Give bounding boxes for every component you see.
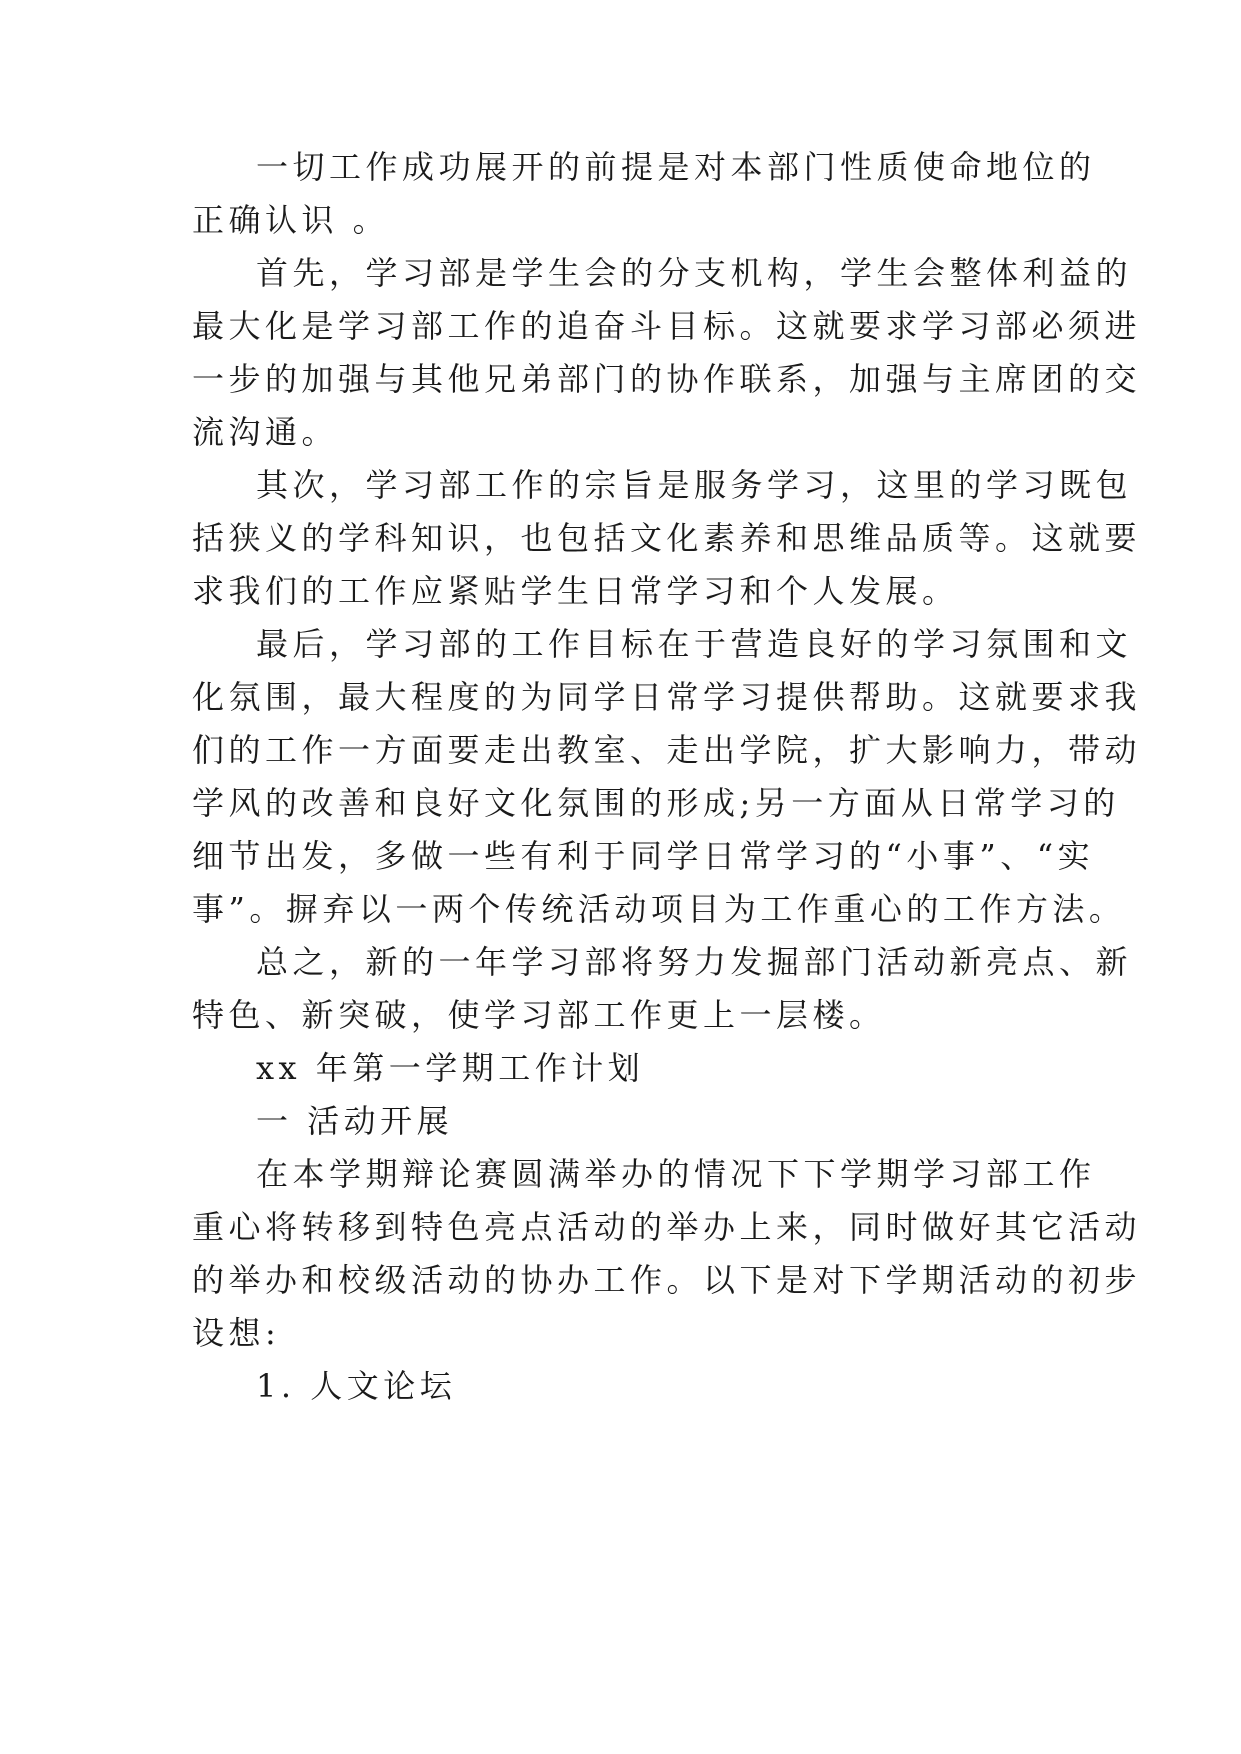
paragraph-6-line-3: 的举办和校级活动的协办工作。以下是对下学期活动的初步 xyxy=(192,1261,1142,1299)
paragraph-2-line-3: 一步的加强与其他兄弟部门的协作联系，加强与主席团的交 xyxy=(192,360,1142,398)
paragraph-2-line-2: 最大化是学习部工作的追奋斗目标。这就要求学习部必须进 xyxy=(192,307,1142,345)
paragraph-4-line-3: 们的工作一方面要走出教室、走出学院，扩大影响力，带动 xyxy=(192,731,1142,769)
paragraph-4-line-6: 事”。摒弃以一两个传统活动项目为工作重心的工作方法。 xyxy=(192,890,1126,928)
paragraph-4-line-2: 化氛围，最大程度的为同学日常学习提供帮助。这就要求我 xyxy=(192,678,1142,716)
section-heading-plan: xx 年第一学期工作计划 xyxy=(256,1049,645,1087)
section-heading-activities: 一 活动开展 xyxy=(256,1102,454,1140)
paragraph-3-line-3: 求我们的工作应紧贴学生日常学习和个人发展。 xyxy=(192,572,959,610)
paragraph-6-line-2: 重心将转移到特色亮点活动的举办上来，同时做好其它活动 xyxy=(192,1208,1142,1246)
paragraph-6-line-4: 设想: xyxy=(192,1314,281,1352)
paragraph-4-line-4: 学风的改善和良好文化氛围的形成;另一方面从日常学习的 xyxy=(192,784,1120,822)
paragraph-1-line-1: 一切工作成功展开的前提是对本部门性质使命地位的 xyxy=(256,148,1096,186)
paragraph-4-line-5: 细节出发，多做一些有利于同学日常学习的“小事”、“实 xyxy=(192,837,1095,875)
paragraph-2-line-4: 流沟通。 xyxy=(192,413,339,451)
paragraph-5-line-2: 特色、新突破，使学习部工作更上一层楼。 xyxy=(192,996,886,1034)
paragraph-3-line-2: 括狭义的学科知识，也包括文化素养和思维品质等。这就要 xyxy=(192,519,1142,557)
paragraph-4-line-1: 最后，学习部的工作目标在于营造良好的学习氛围和文 xyxy=(256,625,1133,663)
paragraph-6-line-1: 在本学期辩论赛圆满举办的情况下下学期学习部工作 xyxy=(256,1155,1096,1193)
paragraph-5-line-1: 总之，新的一年学习部将努力发掘部门活动新亮点、新 xyxy=(256,943,1133,981)
paragraph-2-line-1: 首先，学习部是学生会的分支机构，学生会整体利益的 xyxy=(256,254,1133,292)
paragraph-3-line-1: 其次，学习部工作的宗旨是服务学习，这里的学习既包 xyxy=(256,466,1133,504)
paragraph-1-line-2: 正确认识 。 xyxy=(192,201,390,239)
list-item-1: 1. 人文论坛 xyxy=(256,1367,457,1405)
